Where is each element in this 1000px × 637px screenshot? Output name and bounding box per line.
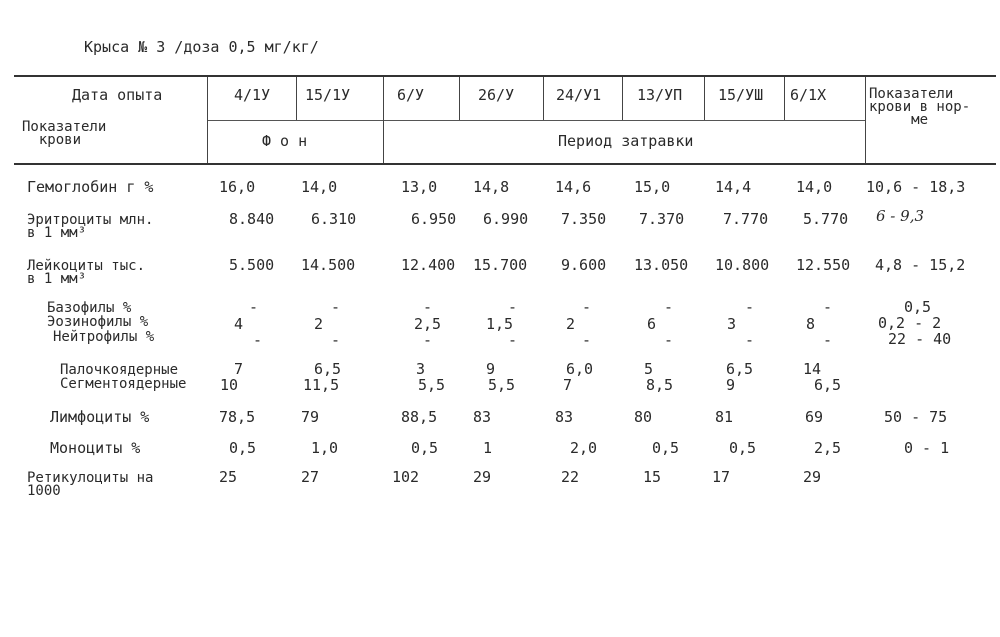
cell: 15,0	[634, 178, 671, 196]
cell: 8	[806, 315, 816, 333]
cell: 14,0	[796, 178, 833, 196]
cell: 12.400	[401, 256, 456, 274]
header-bottom-rule	[14, 163, 996, 165]
cell: -	[249, 298, 259, 316]
cell: 22	[561, 468, 580, 486]
norm-cell: 0 - 1	[904, 439, 950, 457]
cell: 5,5	[488, 376, 516, 394]
date-label: Дата опыта	[72, 86, 163, 104]
cell: 79	[301, 408, 320, 426]
cell: -	[508, 298, 518, 316]
cell: 2,5	[414, 315, 442, 333]
cell: 7.770	[723, 210, 769, 228]
cell: 8,5	[646, 376, 674, 394]
date-col-1: 4/1У	[234, 86, 271, 104]
cell: -	[664, 298, 674, 316]
cell: 14,4	[715, 178, 752, 196]
cell: 8.840	[229, 210, 275, 228]
cell: 27	[301, 468, 320, 486]
cell: 6	[647, 315, 657, 333]
cell: 6.990	[483, 210, 529, 228]
row-label-leukocytes: Лейкоциты тыс. в 1 мм³	[27, 258, 146, 287]
col-divider	[622, 77, 623, 120]
table-top-rule	[14, 75, 996, 77]
cell: 7	[234, 360, 244, 378]
col-divider	[865, 77, 866, 163]
cell: 0,5	[411, 439, 439, 457]
cell: 81	[715, 408, 734, 426]
cell: 83	[555, 408, 574, 426]
header-mid-rule	[207, 120, 865, 121]
cell: -	[423, 331, 433, 349]
cell: 83	[473, 408, 492, 426]
cell: 3	[727, 315, 737, 333]
cell: -	[823, 298, 833, 316]
cell: -	[331, 298, 341, 316]
row-label-neutrophils: Нейтрофилы %	[53, 329, 155, 345]
cell: 5,5	[418, 376, 446, 394]
cell: 12.550	[796, 256, 851, 274]
period-label: Период затравки	[558, 132, 694, 150]
cell: 13.050	[634, 256, 689, 274]
cell: 6,5	[314, 360, 342, 378]
cell: 14,0	[301, 178, 338, 196]
col-divider	[784, 77, 785, 120]
cell: 29	[473, 468, 492, 486]
cell: 0,5	[229, 439, 257, 457]
col-divider	[296, 77, 297, 120]
row-label-monocytes: Моноциты %	[50, 439, 141, 457]
cell: -	[823, 331, 833, 349]
cell: 0,5	[729, 439, 757, 457]
row-label-segmented: Сегментоядерные	[60, 376, 187, 392]
norm-cell: 4,8 - 15,2	[875, 256, 966, 274]
cell: 15.700	[473, 256, 528, 274]
cell: 11,5	[303, 376, 340, 394]
cell: 6,5	[726, 360, 754, 378]
cell: 25	[219, 468, 238, 486]
cell: 7.370	[639, 210, 685, 228]
norm-cell: 10,6 - 18,3	[866, 178, 966, 196]
col-divider	[543, 77, 544, 120]
cell: 6,0	[566, 360, 594, 378]
cell: 5.770	[803, 210, 849, 228]
row-label-reticulocytes: Ретикулоциты на 1000	[27, 470, 154, 499]
cell: 3	[416, 360, 426, 378]
date-col-8: 6/1Х	[790, 86, 827, 104]
cell: 13,0	[401, 178, 438, 196]
norm-label: Показатели крови в нор- ме	[869, 86, 971, 128]
row-label-erythrocytes: Эритроциты млн. в 1 мм³	[27, 212, 154, 241]
row-label-hemoglobin: Гемоглобин г %	[27, 178, 154, 196]
date-col-7: 15/УШ	[718, 86, 764, 104]
cell: 9.600	[561, 256, 607, 274]
cell: 14,6	[555, 178, 592, 196]
cell: 29	[803, 468, 822, 486]
cell: 7	[563, 376, 573, 394]
col-divider	[383, 77, 384, 163]
cell: 2,5	[814, 439, 842, 457]
cell: -	[253, 331, 263, 349]
date-col-4: 26/У	[478, 86, 515, 104]
cell: -	[582, 331, 592, 349]
cell: 0,5	[652, 439, 680, 457]
cell: 7.350	[561, 210, 607, 228]
cell: 9	[486, 360, 496, 378]
cell: 6,5	[814, 376, 842, 394]
date-col-5: 24/У1	[556, 86, 602, 104]
cell: -	[423, 298, 433, 316]
cell: -	[508, 331, 518, 349]
cell: 2	[566, 315, 576, 333]
cell: 6.310	[311, 210, 357, 228]
cell: -	[745, 331, 755, 349]
cell: -	[582, 298, 592, 316]
date-col-2: 15/1У	[305, 86, 351, 104]
norm-cell: 50 - 75	[884, 408, 948, 426]
cell: 1,5	[486, 315, 514, 333]
col-divider	[704, 77, 705, 120]
cell: 4	[234, 315, 244, 333]
cell: -	[745, 298, 755, 316]
cell: 2,0	[570, 439, 598, 457]
date-col-3: 6/У	[397, 86, 425, 104]
date-col-6: 13/УП	[637, 86, 683, 104]
norm-cell: 0,2 - 2	[878, 314, 942, 332]
cell: 17	[712, 468, 731, 486]
norm-cell-handwritten: 6 - 9,3	[876, 207, 925, 225]
cell: 14,8	[473, 178, 510, 196]
cell: 1,0	[311, 439, 339, 457]
cell: -	[664, 331, 674, 349]
row-label-eosinophils: Эозинофилы %	[47, 314, 149, 330]
row-label-band: Палочкоядерные	[60, 362, 179, 378]
cell: 5	[644, 360, 654, 378]
cell: 2	[314, 315, 324, 333]
cell: 14	[803, 360, 822, 378]
cell: 88,5	[401, 408, 438, 426]
cell: 15	[643, 468, 662, 486]
cell: 16,0	[219, 178, 256, 196]
cell: 9	[726, 376, 736, 394]
cell: 10.800	[715, 256, 770, 274]
norm-cell: 0,5	[904, 298, 932, 316]
cell: 102	[392, 468, 420, 486]
cell: 78,5	[219, 408, 256, 426]
indicators-label: Показатели крови	[22, 119, 107, 148]
col-divider	[459, 77, 460, 120]
cell: 1	[483, 439, 493, 457]
cell: -	[331, 331, 341, 349]
phon-label: Ф о н	[262, 132, 308, 150]
cell: 10	[220, 376, 239, 394]
cell: 6.950	[411, 210, 457, 228]
cell: 69	[805, 408, 824, 426]
cell: 5.500	[229, 256, 275, 274]
norm-cell: 22 - 40	[888, 330, 952, 348]
cell: 80	[634, 408, 653, 426]
row-label-lymphocytes: Лимфоциты %	[50, 408, 150, 426]
row-label-basophils: Базофилы %	[47, 300, 132, 316]
col-divider	[207, 77, 208, 163]
cell: 14.500	[301, 256, 356, 274]
document-title: Крыса № 3 /доза 0,5 мг/кг/	[84, 38, 319, 56]
